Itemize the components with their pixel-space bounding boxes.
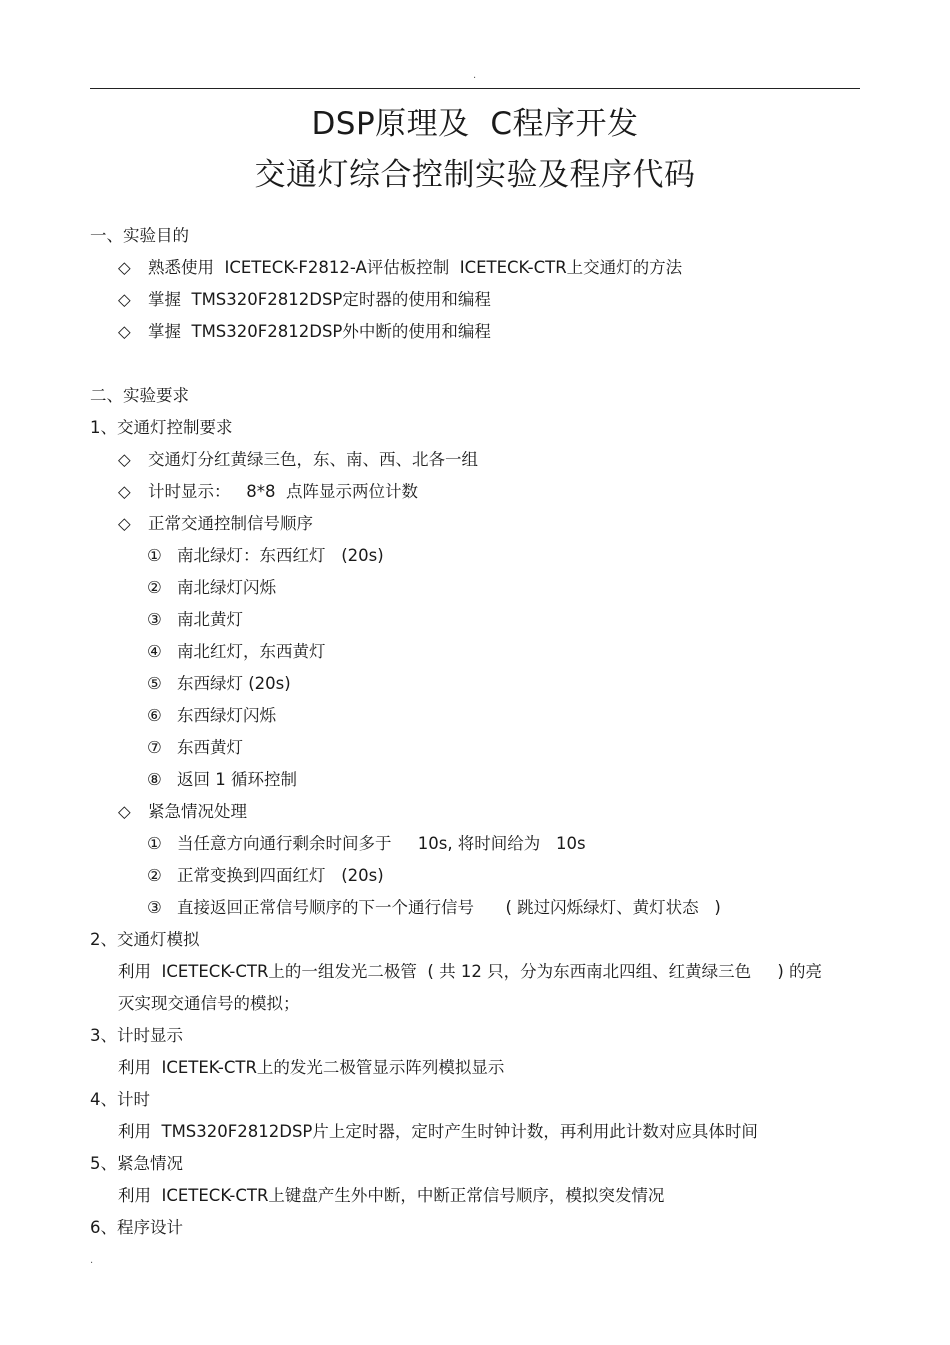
footer-mark: .: [90, 1255, 94, 1266]
sub2-heading: 2、交通灯模拟: [90, 930, 200, 949]
header-mark: .: [473, 70, 477, 81]
title-line-2: 交通灯综合控制实验及程序代码: [254, 157, 696, 193]
sub3-heading: 3、计时显示: [90, 1026, 183, 1045]
step-item: ④ 南北红灯，东西黄灯: [147, 642, 326, 661]
step-item: ⑥ 东西绿灯闪烁: [147, 706, 276, 725]
diamond-icon: ◇: [118, 450, 131, 469]
section1-item: ◇ 掌握 TMS320F2812DSP外中断的使用和编程: [118, 322, 491, 341]
section1-heading: 一、实验目的: [90, 226, 189, 245]
step-item: ⑤ 东西绿灯 (20s): [147, 674, 291, 693]
sub4-heading: 4、计时: [90, 1090, 150, 1109]
step-item: ③ 南北黄灯: [147, 610, 243, 629]
sub1-bullet: ◇ 紧急情况处理: [118, 802, 247, 821]
step-item: ② 南北绿灯闪烁: [147, 578, 276, 597]
sub2-body: 利用 ICETECK-CTR上的一组发光二极管 ( 共 12 只，分为东西南北四组、红黄绿三色 ) 的亮: [118, 962, 822, 981]
section2-heading: 二、实验要求: [90, 386, 189, 405]
header-rule: [90, 88, 860, 89]
sub1-bullet: ◇ 计时显示： 8*8 点阵显示两位计数: [118, 482, 418, 501]
emergency-item: ① 当任意方向通行剩余时间多于 10s, 将时间给为 10s: [147, 834, 586, 853]
diamond-icon: ◇: [118, 482, 131, 501]
sub2-body: 灭实现交通信号的模拟；: [118, 994, 300, 1013]
sub1-bullet: ◇ 正常交通控制信号顺序: [118, 514, 313, 533]
diamond-icon: ◇: [118, 290, 131, 309]
sub1-bullet: ◇ 交通灯分红黄绿三色，东、南、西、北各一组: [118, 450, 478, 469]
section1-item: ◇ 熟悉使用 ICETECK-F2812-A评估板控制 ICETECK-CTR上交通灯的方法: [118, 258, 683, 277]
emergency-item: ② 正常变换到四面红灯 (20s): [147, 866, 384, 885]
title-line-1: DSP原理及 C程序开发: [311, 106, 639, 142]
diamond-icon: ◇: [118, 258, 131, 277]
step-item: ⑦ 东西黄灯: [147, 738, 243, 757]
sub5-body: 利用 ICETECK-CTR上键盘产生外中断，中断正常信号顺序，模拟突发情况: [118, 1186, 665, 1205]
sub5-heading: 5、紧急情况: [90, 1154, 183, 1173]
emergency-item: ③ 直接返回正常信号顺序的下一个通行信号 ( 跳过闪烁绿灯、黄灯状态 ): [147, 898, 721, 917]
sub4-body: 利用 TMS320F2812DSP片上定时器，定时产生时钟计数，再利用此计数对应具体时间: [118, 1122, 758, 1141]
sub6-heading: 6、程序设计: [90, 1218, 183, 1237]
diamond-icon: ◇: [118, 514, 131, 533]
section1-item: ◇ 掌握 TMS320F2812DSP定时器的使用和编程: [118, 290, 491, 309]
step-item: ⑧ 返回 1 循环控制: [147, 770, 297, 789]
diamond-icon: ◇: [118, 802, 131, 821]
diamond-icon: ◇: [118, 322, 131, 341]
step-item: ① 南北绿灯：东西红灯 (20s): [147, 546, 384, 565]
sub1-heading: 1、交通灯控制要求: [90, 418, 233, 437]
sub3-body: 利用 ICETEK-CTR上的发光二极管显示阵列模拟显示: [118, 1058, 505, 1077]
